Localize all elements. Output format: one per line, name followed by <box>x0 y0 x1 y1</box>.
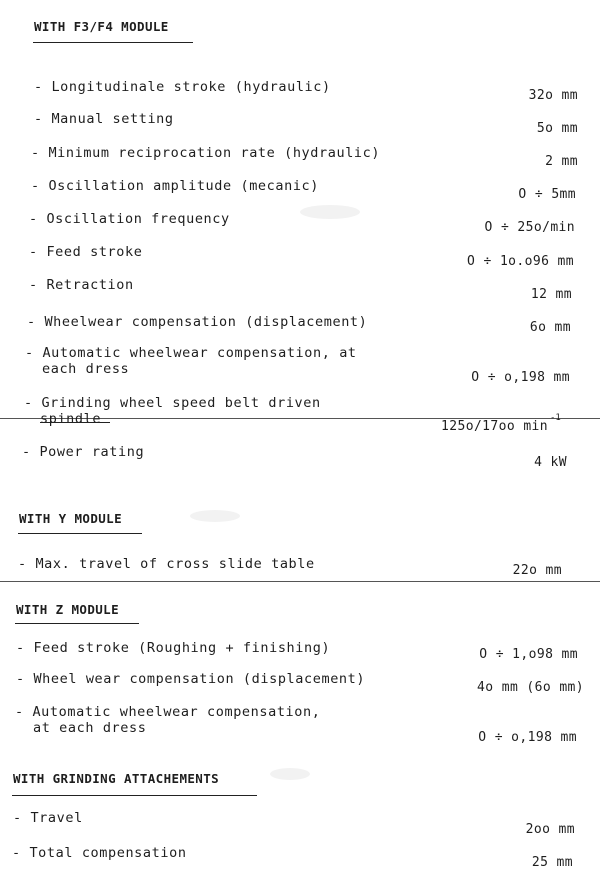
spec-label-total-compensation: - Total compensation <box>12 845 187 861</box>
spec-value-grinding-wheel-speed: 125o/17oo min <box>441 419 548 434</box>
spec-label-z-auto-wheelwear-line1: - Automatic wheelwear compensation, <box>15 704 321 720</box>
scan-smudge <box>190 510 240 522</box>
spec-value-retraction: 12 mm <box>530 287 572 302</box>
spec-label-oscillation-frequency: - Oscillation frequency <box>29 211 230 227</box>
spec-value-manual-setting: 5o mm <box>536 121 578 136</box>
spec-value-oscillation-amplitude: O ÷ 5mm <box>518 187 576 202</box>
heading-underline <box>12 795 257 796</box>
spec-label-max-travel: - Max. travel of cross slide table <box>18 556 315 572</box>
spec-value-oscillation-frequency: O ÷ 25o/min <box>484 220 575 235</box>
spec-value-superscript: -1 <box>550 413 561 423</box>
heading-underline <box>33 42 193 43</box>
spec-value-max-travel: 22o mm <box>512 563 562 578</box>
spec-label-power-rating: - Power rating <box>22 444 145 460</box>
spec-label-grinding-wheel-line2: spindle <box>40 411 102 427</box>
spec-value-min-reciprocation: 2 mm <box>545 154 578 169</box>
spec-label-longitudinal-stroke: - Longitudinale stroke (hydraulic) <box>34 79 331 95</box>
spec-label-min-reciprocation: - Minimum reciprocation rate (hydraulic) <box>31 145 381 161</box>
spec-label-retraction: - Retraction <box>29 277 134 293</box>
spec-label-grinding-wheel-line1: - Grinding wheel speed belt driven <box>24 395 321 411</box>
spec-label-wheelwear-compensation: - Wheelwear compensation (displacement) <box>27 314 368 330</box>
scan-smudge <box>300 205 360 219</box>
spec-value-z-auto-wheelwear: O ÷ o,198 mm <box>478 730 577 745</box>
spec-value-travel: 2oo mm <box>525 822 575 837</box>
spec-label-auto-wheelwear-line2: each dress <box>42 361 130 377</box>
spec-label-feed-stroke: - Feed stroke <box>29 244 143 260</box>
section-heading-z: WITH Z MODULE <box>16 602 120 617</box>
spec-label-auto-wheelwear-line1: - Automatic wheelwear compensation, at <box>25 345 357 361</box>
spec-label-travel: - Travel <box>13 810 83 826</box>
spec-value-auto-wheelwear: O ÷ o,198 mm <box>471 370 570 385</box>
spec-value-total-compensation: 25 mm <box>531 855 573 870</box>
spec-value-wheelwear-compensation: 6o mm <box>529 320 571 335</box>
spec-value-z-feed-stroke: O ÷ 1,o98 mm <box>479 647 578 662</box>
heading-underline <box>18 533 142 534</box>
spec-value-z-wheel-wear: 4o mm (6o mm) <box>477 680 584 695</box>
scan-page-break-line <box>0 581 600 582</box>
spec-label-z-feed-stroke: - Feed stroke (Roughing + finishing) <box>16 640 331 656</box>
strikethrough-line <box>40 422 110 423</box>
spec-value-longitudinal-stroke: 32o mm <box>528 88 578 103</box>
spec-label-z-wheel-wear: - Wheel wear compensation (displacement) <box>16 671 366 687</box>
section-heading-f3f4: WITH F3/F4 MODULE <box>34 19 169 34</box>
heading-underline <box>15 623 139 624</box>
section-heading-y: WITH Y MODULE <box>19 511 123 526</box>
spec-value-power-rating: 4 kW <box>534 455 567 470</box>
spec-label-z-auto-wheelwear-line2: at each dress <box>33 720 147 736</box>
spec-label-manual-setting: - Manual setting <box>34 111 174 127</box>
scan-smudge <box>270 768 310 780</box>
section-heading-grinding: WITH GRINDING ATTACHEMENTS <box>13 771 220 786</box>
spec-label-oscillation-amplitude: - Oscillation amplitude (mecanic) <box>31 178 320 194</box>
spec-value-feed-stroke: O ÷ 1o.o96 mm <box>467 254 574 269</box>
